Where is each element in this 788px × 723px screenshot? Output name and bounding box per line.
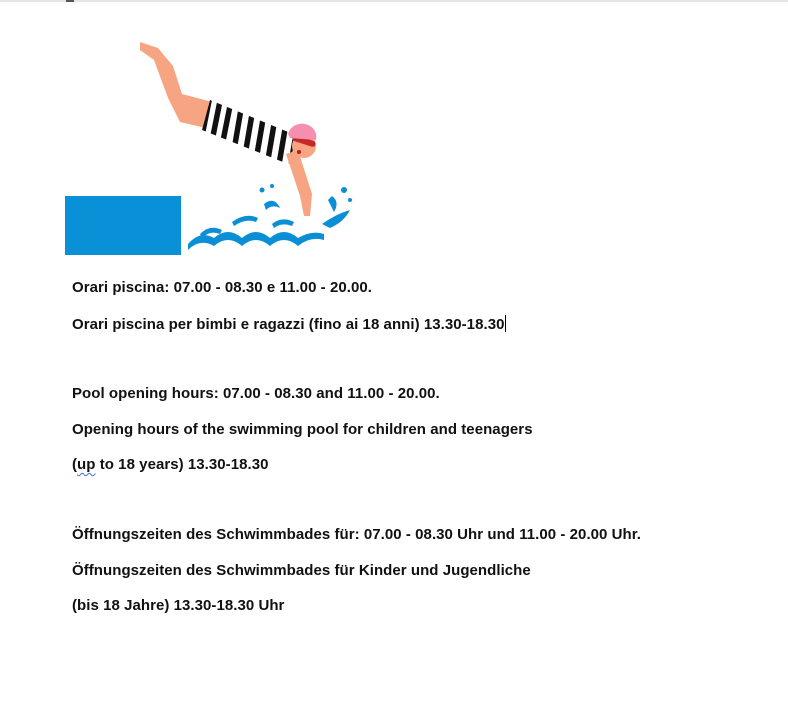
german-hours-line: Öffnungszeiten des Schwimmbades für: 07.00 - 08.30 Uhr und 11.00 - 20.00 Uhr. xyxy=(72,526,642,543)
paren-open: ( xyxy=(72,456,78,473)
swimmer-diving-icon xyxy=(60,36,370,262)
water-waves xyxy=(188,184,352,250)
german-kids-line-1: Öffnungszeiten des Schwimmbades für Kinder und Jugendliche xyxy=(72,562,531,579)
text-cursor xyxy=(505,315,506,332)
top-border xyxy=(0,0,788,2)
english-kids-line-1: Opening hours of the swimming pool for children and teenagers xyxy=(72,421,533,438)
italian-kids-line xyxy=(72,315,506,333)
swimmer-cap xyxy=(288,124,316,140)
german-kids-line-2: (bis 18 Jahre) 13.30-18.30 Uhr xyxy=(72,597,285,614)
italian-kids-text: Orari piscina per bimbi e ragazzi (fino ai 18 anni) 13.30-18.30 xyxy=(72,316,505,333)
diving-block xyxy=(65,196,181,255)
english-kids-rest: to 18 years) 13.30-18.30 xyxy=(95,456,269,473)
spellcheck-marked-word[interactable]: up xyxy=(77,456,96,473)
italian-hours-line: Orari piscina: 07.00 - 08.30 e 11.00 - 20.00. xyxy=(72,279,372,296)
top-marker xyxy=(66,0,74,2)
swimmer-legs xyxy=(140,42,212,128)
english-hours-line: Pool opening hours: 07.00 - 08.30 and 11.00 - 20.00. xyxy=(72,385,440,402)
english-kids-line-2 xyxy=(72,456,269,473)
swimmer-arm xyxy=(286,150,312,216)
